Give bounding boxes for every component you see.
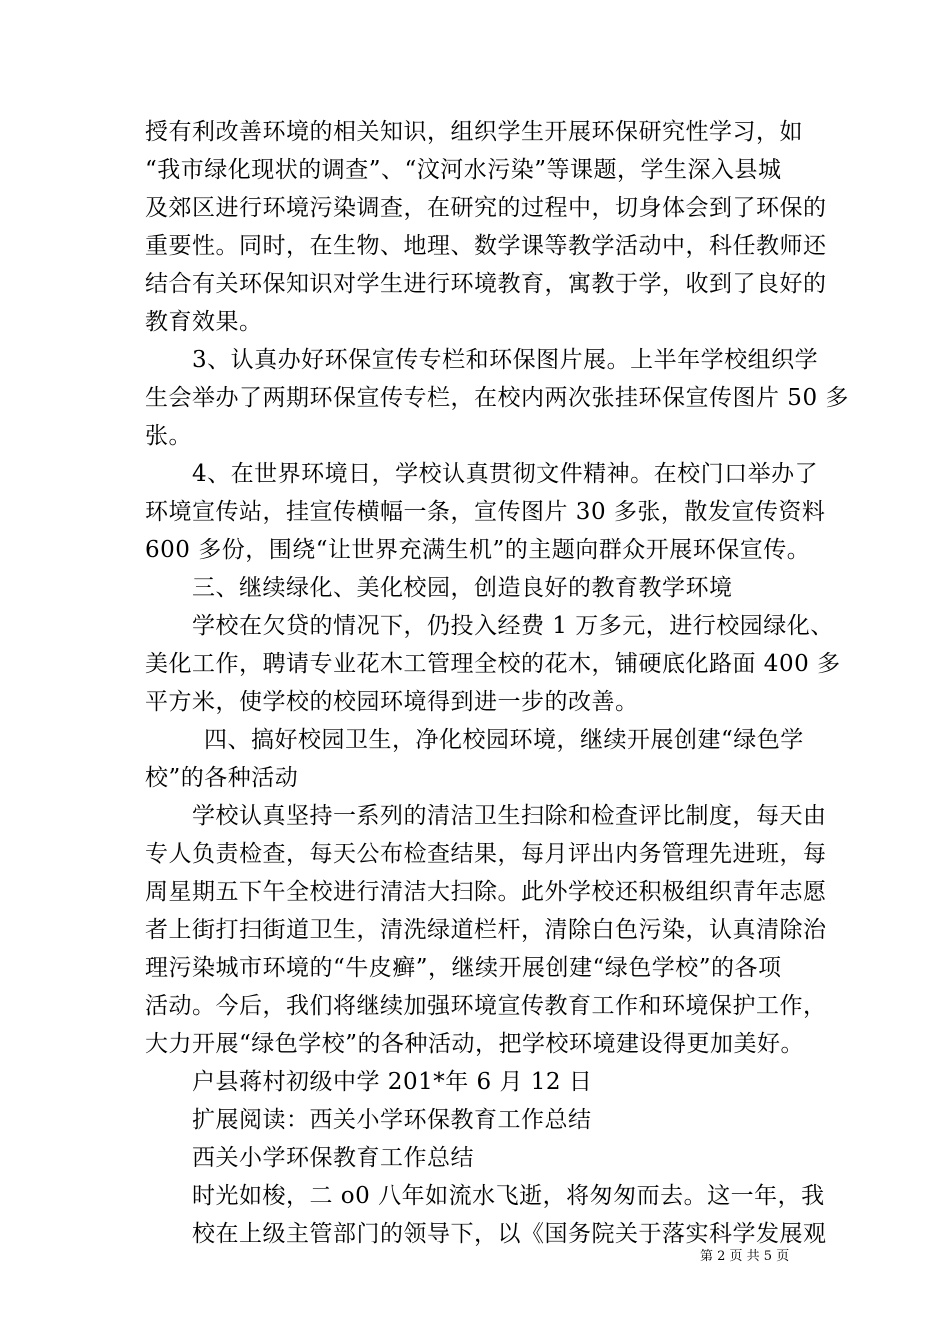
text-line: 学校认真坚持一系列的清洁卫生扫除和检查评比制度，每天由	[192, 803, 827, 829]
text-line: 张。	[145, 423, 192, 449]
section-heading: 四、搞好校园卫生，净化校园环境，继续开展创建“绿色学	[204, 727, 804, 753]
text-line: 600 多份，围绕“让世界充满生机”的主题向群众开展环保宣传。	[145, 537, 811, 563]
text-line: 环境宣传站，挂宣传横幅一条，宣传图片 30 多张，散发宣传资料	[145, 499, 826, 525]
text-line: 理污染城市环境的“牛皮癣”，继续开展创建“绿色学校”的各项	[145, 955, 782, 981]
text-line: 及郊区进行环境污染调查，在研究的过程中，切身体会到了环保的	[145, 195, 827, 221]
text-line: 结合有关环保知识对学生进行环境教育，寓教于学，收到了良好的	[145, 271, 827, 297]
text-line: 专人负责检查，每天公布检查结果，每月评出内务管理先进班，每	[145, 841, 827, 867]
text-line: 学校在欠贷的情况下，仍投入经费 1 万多元，进行校园绿化、	[192, 613, 834, 639]
text-line: 3、认真办好环保宣传专栏和环保图片展。上半年学校组织学	[192, 347, 819, 373]
signature-date: 户县蒋村初级中学 201*年 6 月 12 日	[192, 1069, 593, 1095]
text-line: 4、在世界环境日，学校认真贯彻文件精神。在校门口举办了	[192, 461, 819, 487]
section-heading: 校”的各种活动	[145, 765, 299, 791]
text-line: 生会举办了两期环保宣传专栏，在校内两次张挂环保宣传图片 50 多	[145, 385, 849, 411]
text-line: 重要性。同时，在生物、地理、数学课等教学活动中，科任教师还	[145, 233, 827, 259]
section-heading: 三、继续绿化、美化校园，创造良好的教育教学环境	[192, 575, 733, 601]
text-line: 时光如梭，二 o0 八年如流水飞逝，将匆匆而去。这一年，我	[192, 1183, 825, 1209]
text-line: 周星期五下午全校进行清洁大扫除。此外学校还积极组织青年志愿	[145, 879, 827, 905]
text-line: 者上街打扫街道卫生，清洗绿道栏杆，清除白色污染，认真清除治	[145, 917, 827, 943]
text-line: 大力开展“绿色学校”的各种活动，把学校环境建设得更加美好。	[145, 1031, 805, 1057]
text-line: 平方米，使学校的校园环境得到进一步的改善。	[145, 689, 639, 715]
article-title: 西关小学环保教育工作总结	[192, 1145, 474, 1171]
extended-reading-title: 扩展阅读：西关小学环保教育工作总结	[192, 1107, 592, 1133]
text-line: 活动。今后，我们将继续加强环境宣传教育工作和环境保护工作，	[145, 993, 827, 1019]
page-number: 第 2 页 共 5 页	[700, 1249, 790, 1264]
text-line: 授有利改善环境的相关知识，组织学生开展环保研究性学习，如	[145, 119, 803, 145]
text-line: “我市绿化现状的调查”、“汶河水污染”等课题，学生深入县城	[145, 157, 782, 183]
text-line: 美化工作，聘请专业花木工管理全校的花木，铺硬底化路面 400 多	[145, 651, 841, 677]
text-line: 教育效果。	[145, 309, 263, 335]
text-line: 校在上级主管部门的领导下，以《国务院关于落实科学发展观	[192, 1221, 827, 1247]
